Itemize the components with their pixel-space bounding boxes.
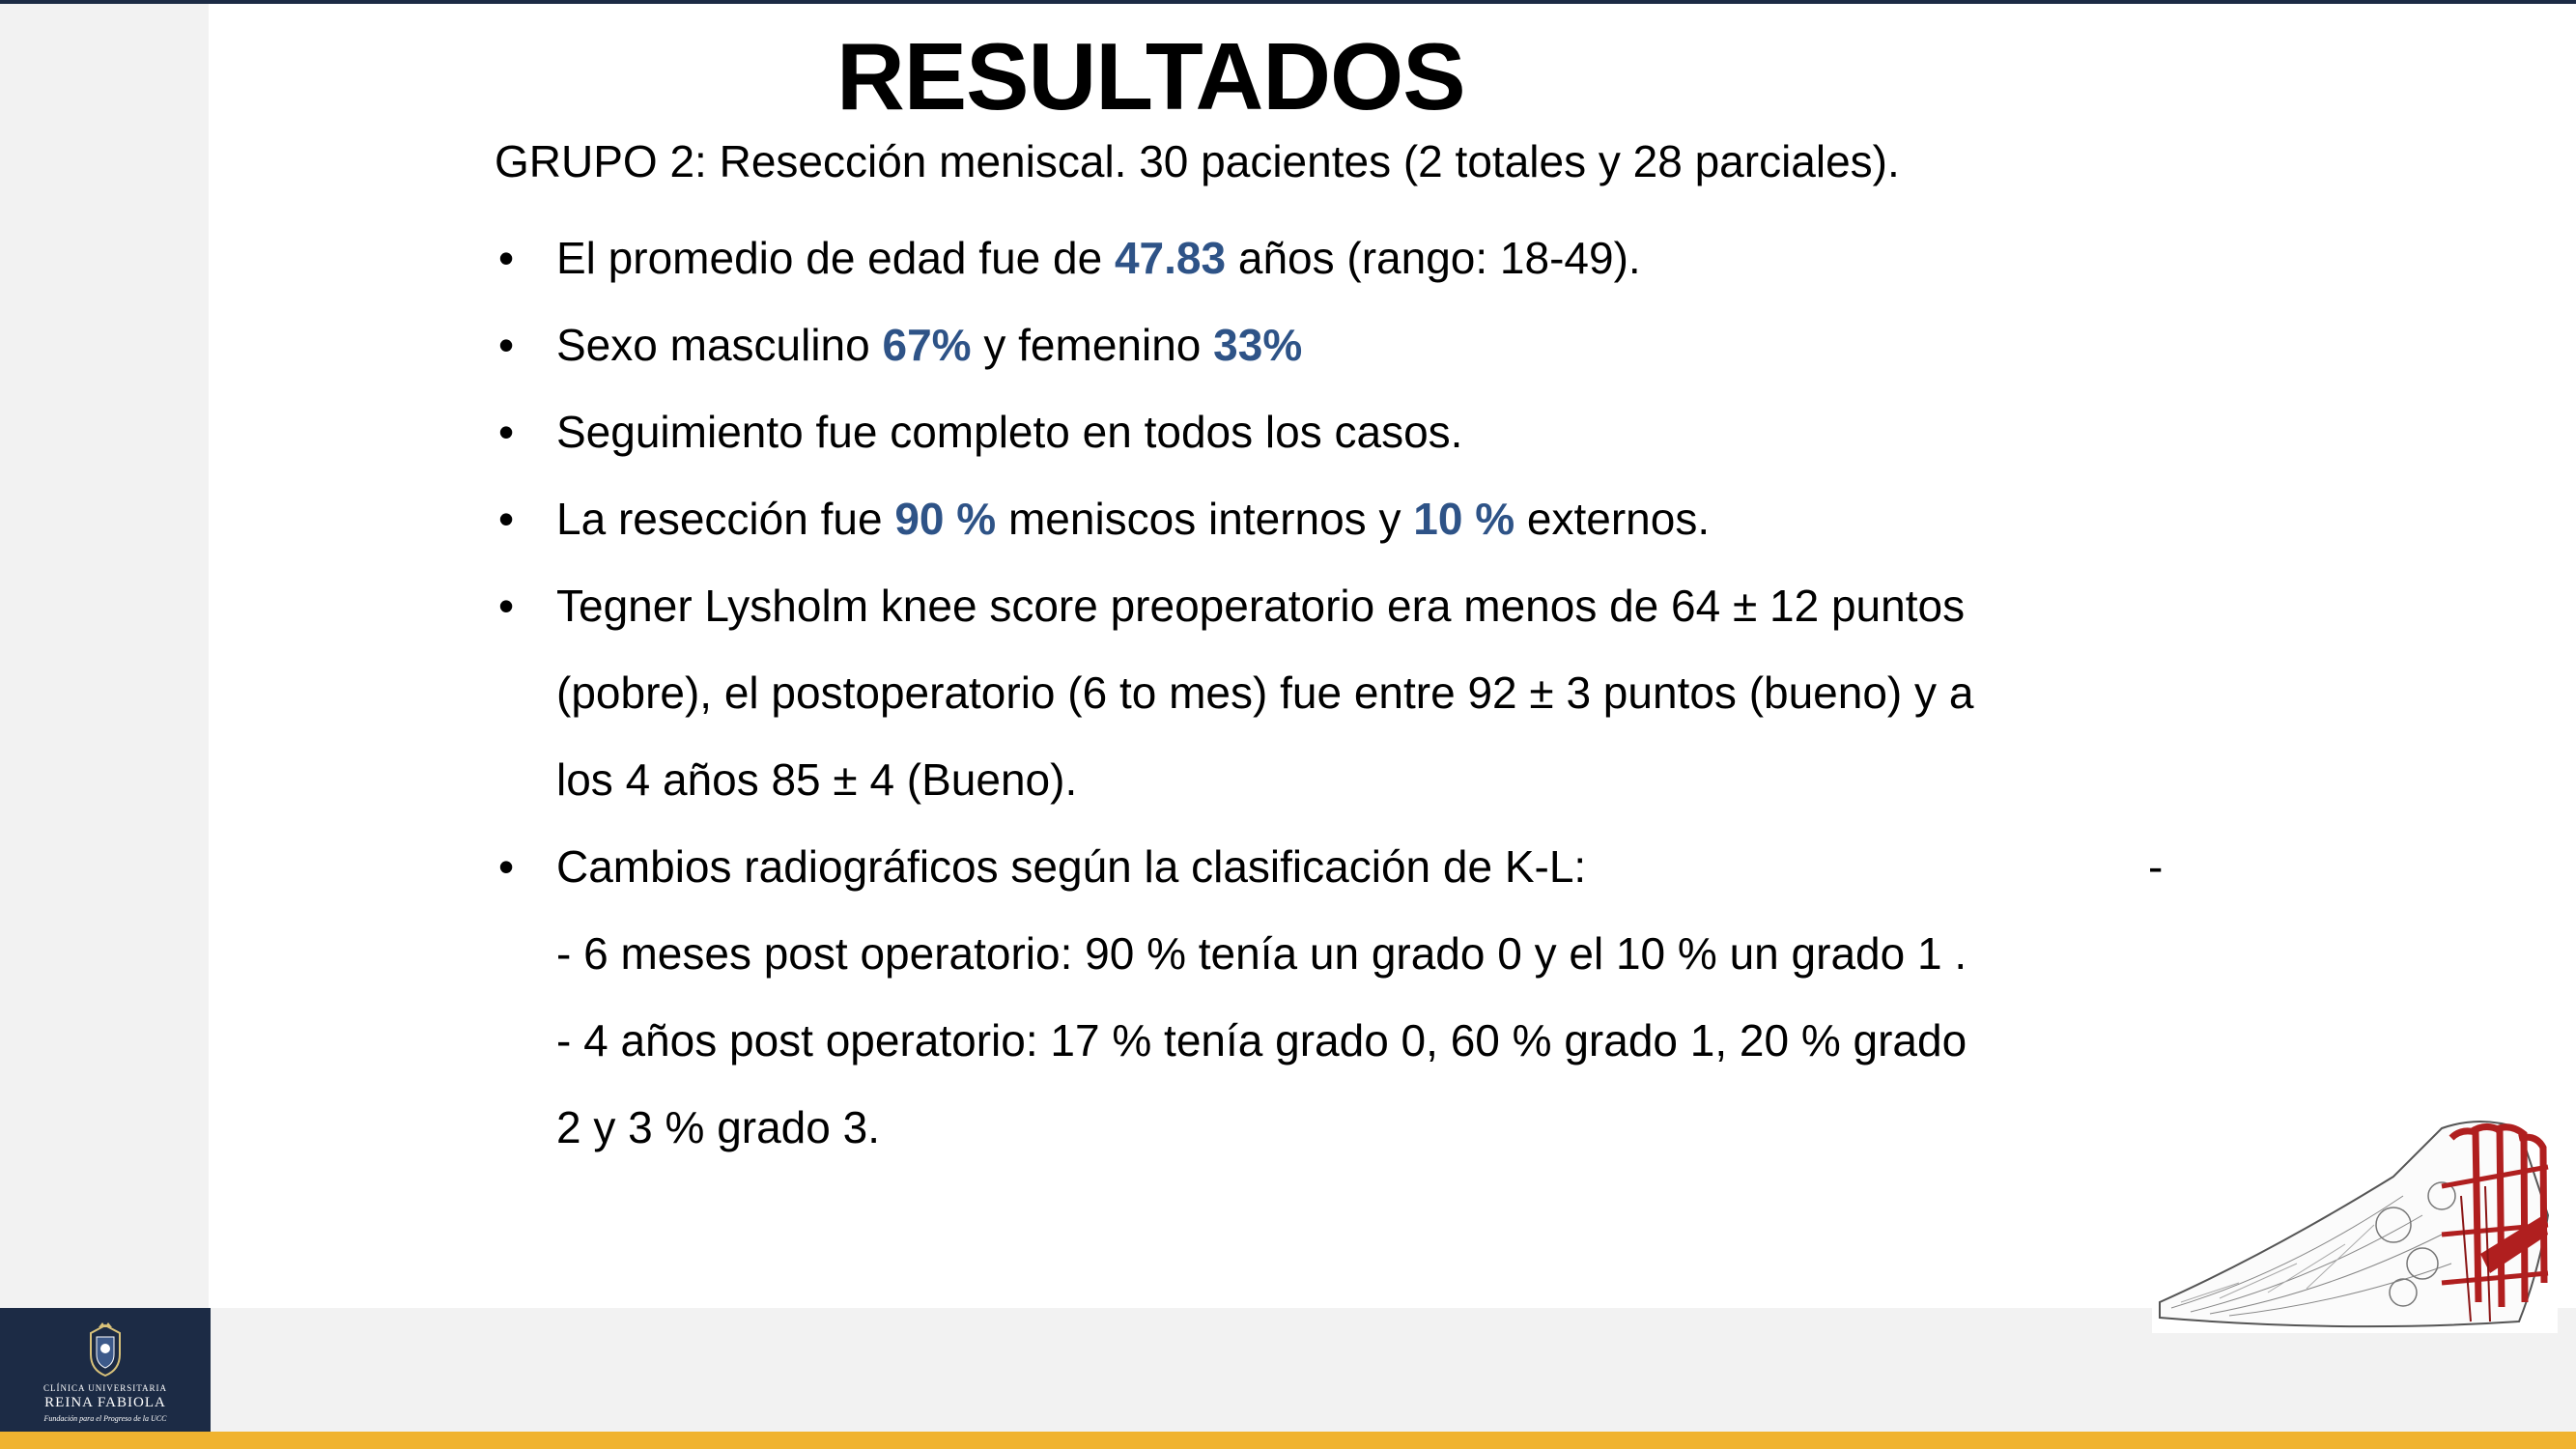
crest-icon	[81, 1321, 129, 1379]
logo-tagline: Fundación para el Progreso de la UCC	[43, 1414, 167, 1423]
text-segment: externos.	[1514, 494, 1711, 544]
highlight-value: 67%	[882, 320, 972, 370]
text-segment: El promedio de edad fue de	[556, 233, 1115, 283]
trailing-dash: -	[2148, 841, 2164, 892]
top-border	[0, 0, 2576, 4]
bullet-followup	[495, 388, 2194, 475]
bullet-line	[556, 823, 2194, 910]
bullet-lysholm-score	[495, 562, 2194, 823]
text-segment: años (rango: 18-49).	[1226, 233, 1641, 283]
bullet-line: Tegner Lysholm knee score preoperatorio era menos de 64 ± 12 puntos	[556, 581, 1966, 631]
bullet-line: los 4 años 85 ± 4 (Bueno).	[556, 754, 1078, 805]
bullet-line: - 6 meses post operatorio: 90 % tenía un grado 0 y el 10 % un grado 1 .	[556, 928, 1967, 979]
bottom-accent-stripe	[0, 1432, 2576, 1449]
bullet-marker: •	[498, 407, 515, 457]
bullet-age	[495, 214, 2194, 301]
highlight-value: 47.83	[1114, 233, 1227, 283]
bullet-text	[556, 233, 1641, 283]
bullet-marker: •	[498, 320, 515, 370]
left-side-panel	[0, 4, 209, 1308]
bullet-marker: •	[498, 841, 515, 892]
bullet-sex	[495, 301, 2194, 388]
results-bullet-list	[495, 214, 2194, 1171]
bullet-text	[556, 494, 1710, 544]
text-segment: La resección fue	[556, 494, 895, 544]
group-description: GRUPO 2: Resección meniscal. 30 pacientes (2 totales y 28 parciales).	[495, 136, 1900, 186]
bullet-line: 2 y 3 % grado 3.	[556, 1102, 880, 1152]
highlight-value: 10 %	[1413, 494, 1515, 544]
bullet-resection	[495, 475, 2194, 562]
bullet-line: (pobre), el postoperatorio (6 to mes) fue entre 92 ± 3 puntos (bueno) y a	[556, 668, 1974, 718]
highlight-value: 33%	[1213, 320, 1303, 370]
logo-name: REINA FABIOLA	[44, 1395, 166, 1410]
text-segment: meniscos internos y	[996, 494, 1414, 544]
clinic-logo	[0, 1308, 211, 1432]
bullet-line: - 4 años post operatorio: 17 % tenía grado 0, 60 % grado 1, 20 % grado	[556, 1015, 1967, 1065]
bullet-text	[556, 320, 1302, 370]
text-segment: Sexo masculino	[556, 320, 883, 370]
bullet-marker: •	[498, 494, 515, 544]
highlight-value: 90 %	[894, 494, 997, 544]
bullet-text: Seguimiento fue completo en todos los casos.	[556, 407, 1463, 457]
bullet-marker: •	[498, 233, 515, 283]
meniscus-vascular-illustration	[2152, 1109, 2558, 1333]
text-segment: y femenino	[971, 320, 1214, 370]
logo-subtitle: CLÍNICA UNIVERSITARIA	[42, 1383, 168, 1393]
slide-title: RESULTADOS	[836, 23, 1465, 129]
bullet-radiographic-changes	[495, 823, 2194, 1171]
bullet-marker: •	[498, 581, 515, 631]
text-segment: Cambios radiográficos según la clasificación de K-L:	[556, 841, 1587, 892]
